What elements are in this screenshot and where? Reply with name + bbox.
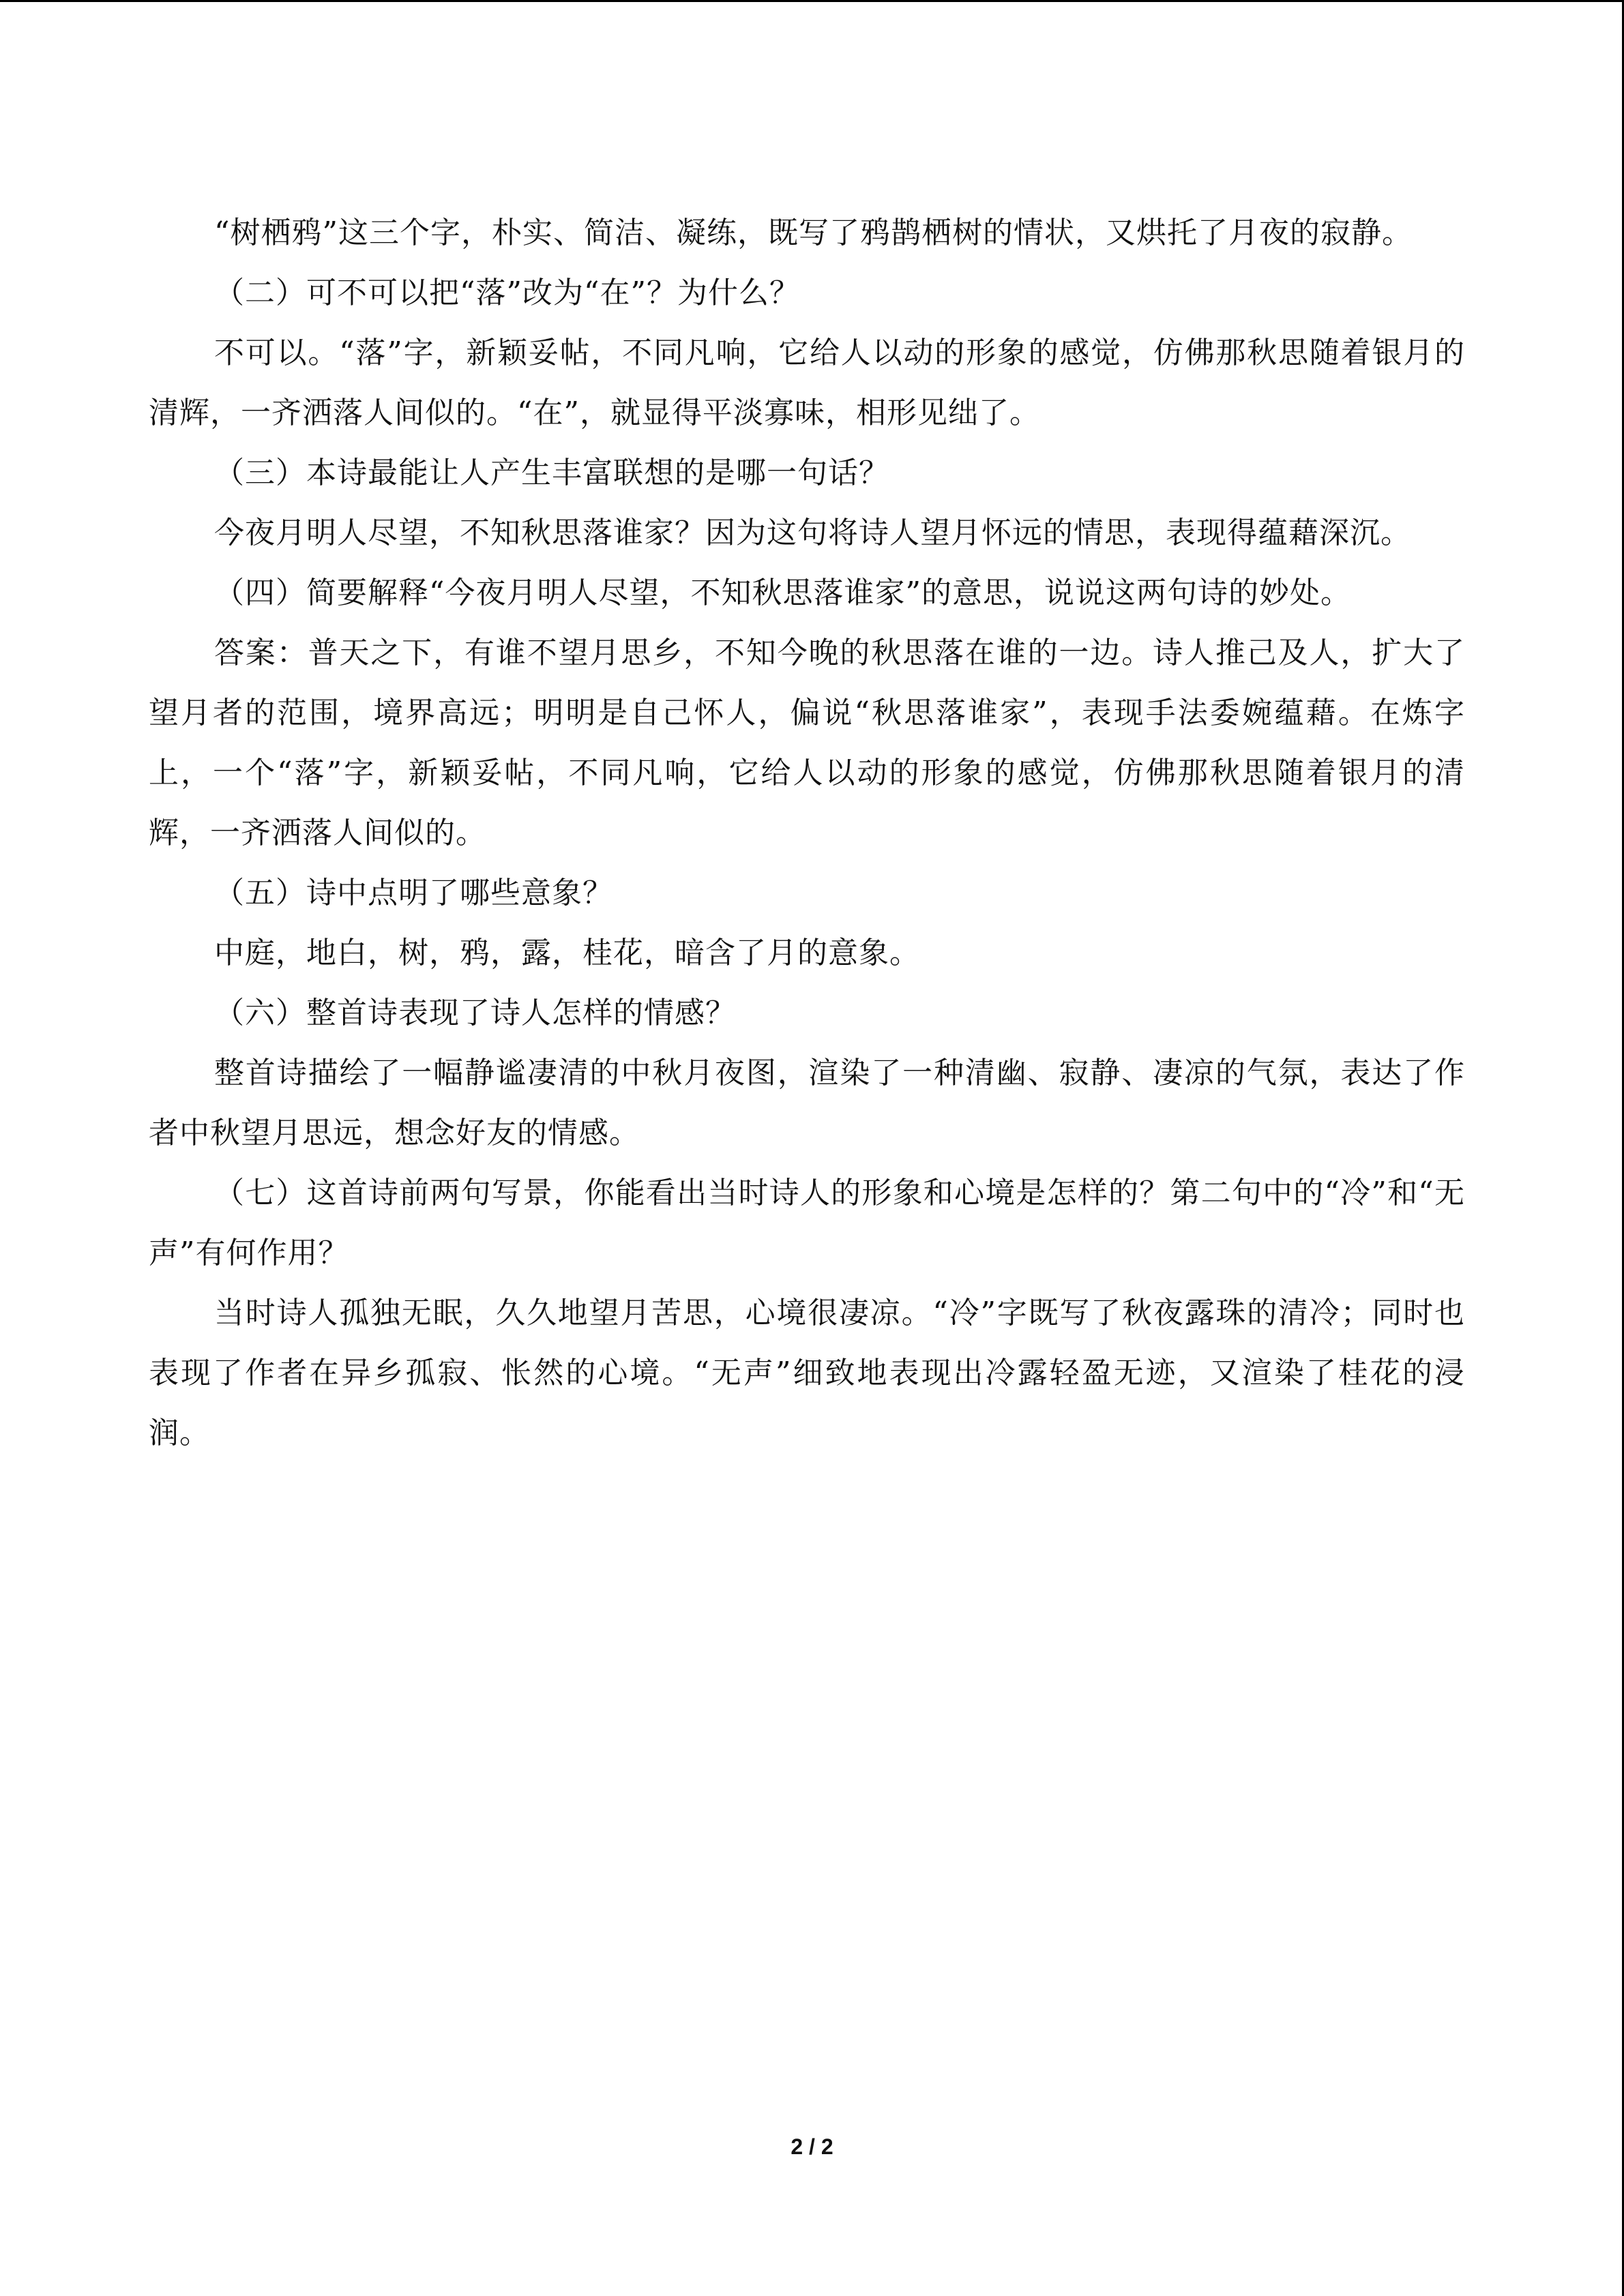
answer-5: 中庭，地白，树，鸦，露，桂花，暗含了月的意象。 <box>214 936 920 970</box>
question-6-heading: （六）整首诗表现了诗人怎样的情感？ <box>214 996 736 1030</box>
answer-3: 今夜月明人尽望，不知秋思落谁家？因为这句将诗人望月怀远的情思，表现得蕴藉深沉。 <box>214 516 1411 550</box>
answer-7: 当时诗人孤独无眠，久久地望月苦思，心境很凄凉。“冷”字既写了秋夜露珠的清冷；同时也表现了作者在异乡孤寂、怅然的心境。“无声”细致地表现出冷露轻盈无迹，又渲染了桂花的浸润。 <box>149 1296 1465 1450</box>
document-body <box>149 203 1465 1463</box>
question-7-heading: （七）这首诗前两句写景，你能看出当时诗人的形象和心境是怎样的？第二句中的“冷”和“无声”有何作用？ <box>149 1176 1465 1270</box>
page-number: 2 / 2 <box>791 2134 833 2159</box>
question-2-heading: （二）可不可以把“落”改为“在”？为什么？ <box>214 275 800 310</box>
answer-4: 答案：普天之下，有谁不望月思乡，不知今晚的秋思落在谁的一边。诗人推己及人，扩大了望月者的范围，境界高远；明明是自己怀人，偏说“秋思落谁家”，表现手法委婉蕴藉。在炼字上，一个“落”字，新颖妥帖，不同凡响，它给人以动的形象的感觉，仿佛那秋思随着银月的清辉，一齐洒落人间似的。 <box>149 636 1465 850</box>
question-5-heading: （五）诗中点明了哪些意象？ <box>214 876 613 910</box>
question-3-heading: （三）本诗最能让人产生丰富联想的是哪一句话？ <box>214 456 889 490</box>
answer-6: 整首诗描绘了一幅静谧凄清的中秋月夜图，渲染了一种清幽、寂静、凄凉的气氛，表达了作者中秋望月思远，想念好友的情感。 <box>149 1056 1465 1150</box>
paragraph-1: “树栖鸦”这三个字，朴实、简洁、凝练，既写了鸦鹊栖树的情状，又烘托了月夜的寂静。 <box>214 215 1413 250</box>
question-4-heading: （四）简要解释“今夜月明人尽望，不知秋思落谁家”的意思，说说这两句诗的妙处。 <box>214 576 1351 610</box>
answer-2: 不可以。“落”字，新颖妥帖，不同凡响，它给人以动的形象的感觉，仿佛那秋思随着银月的清辉，一齐洒落人间似的。“在”，就显得平淡寡味，相形见绌了。 <box>149 336 1465 430</box>
